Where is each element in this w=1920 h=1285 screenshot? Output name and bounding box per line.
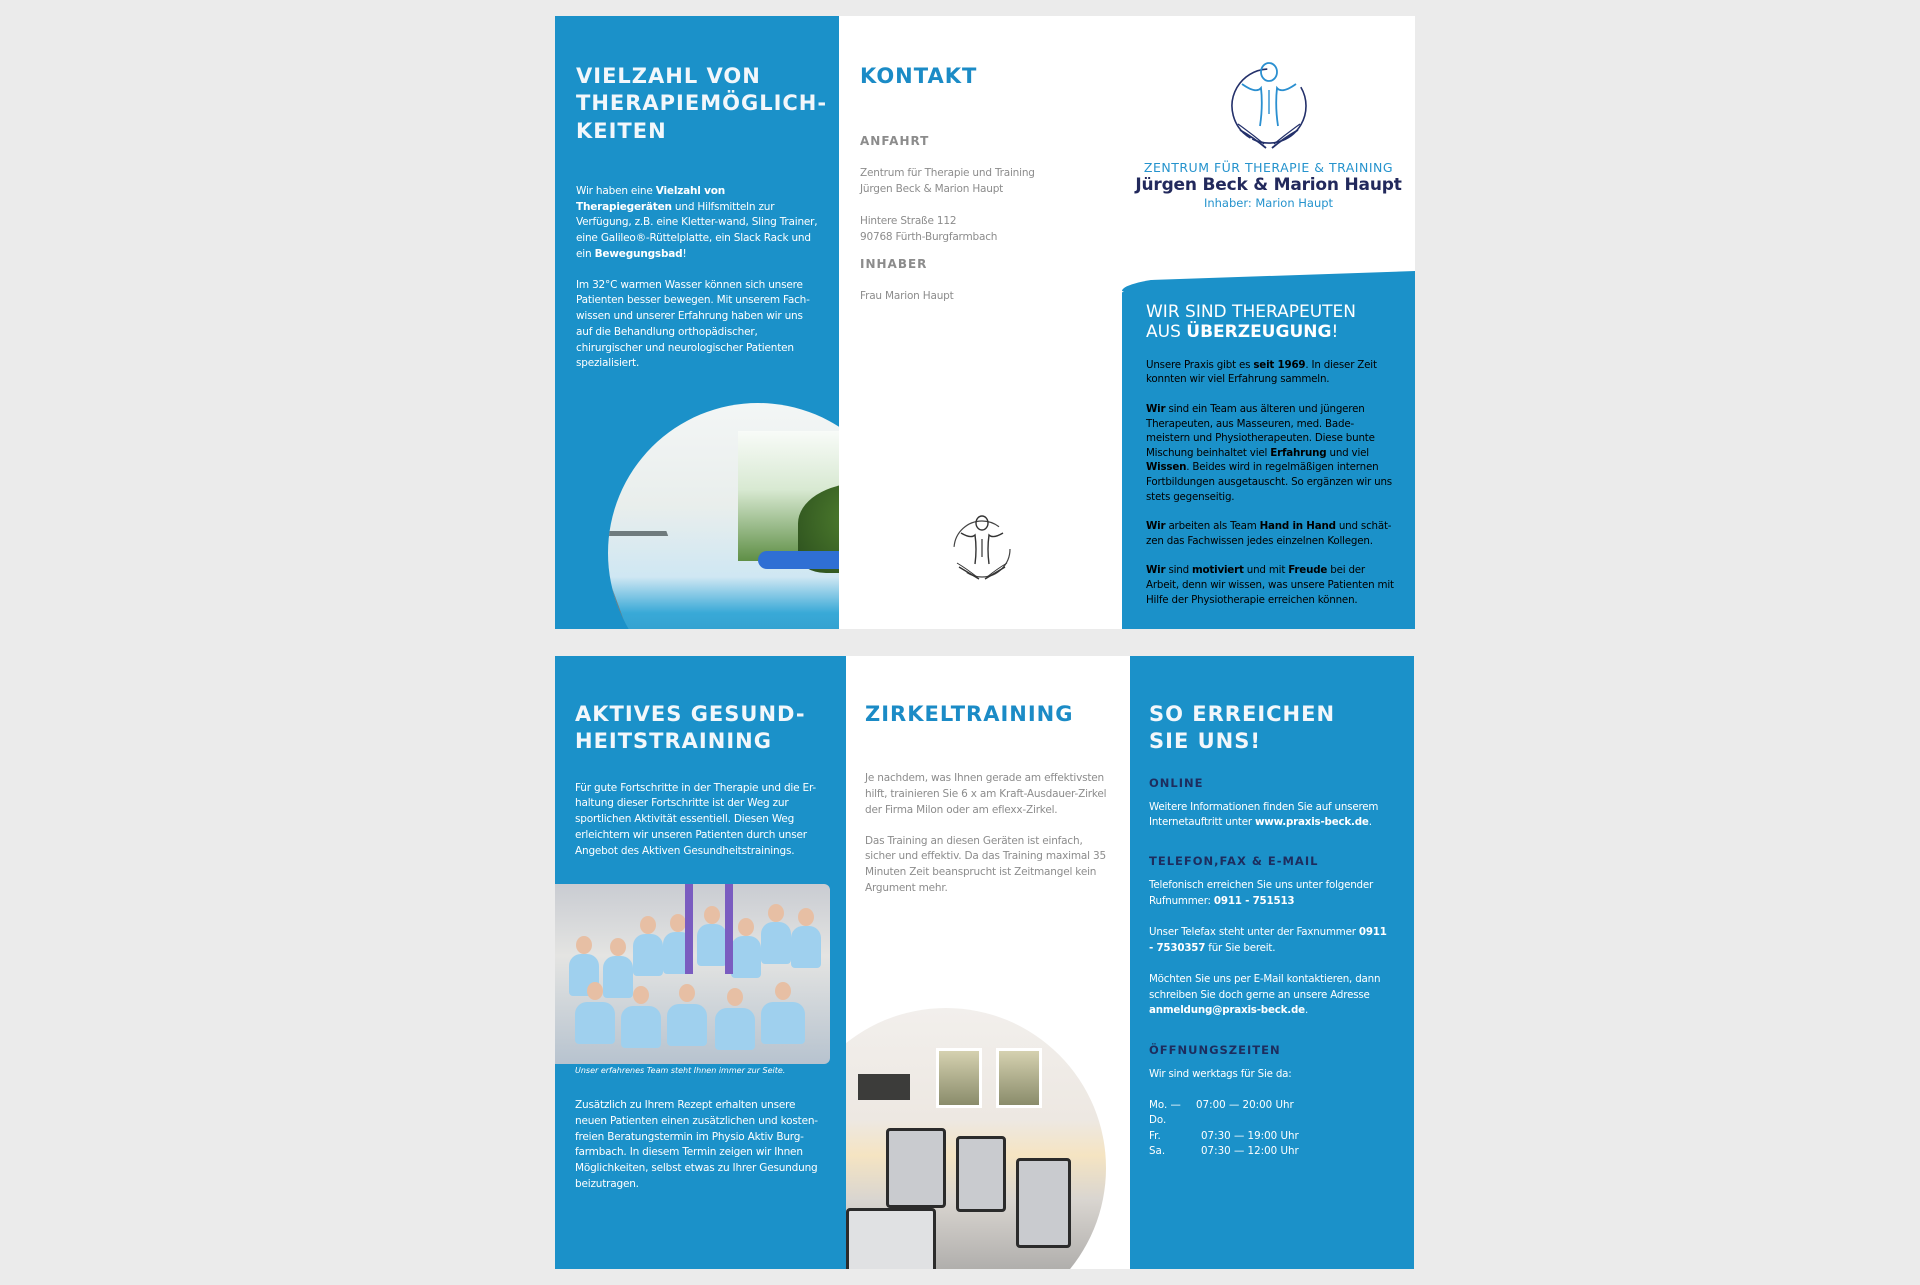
city: 90768 Fürth-Burgfarmbach — [860, 230, 998, 243]
team-paragraph — [1146, 402, 1397, 504]
hours-section — [1149, 1043, 1394, 1160]
team-photo — [555, 884, 830, 1064]
bold-text: motiviert — [1192, 564, 1244, 577]
hours-day: Mo. — Do. — [1149, 1098, 1181, 1127]
bold-text: Vielzahl von Therapiegeräten — [576, 184, 726, 213]
fax-number: 0911 - 7530357 — [1149, 926, 1387, 954]
flyer-inside-sheet — [555, 656, 1415, 1269]
bold-text: Wir — [1146, 520, 1166, 533]
about-title — [1146, 303, 1397, 343]
title-bold: ÜBERZEUGUNG — [1186, 321, 1332, 342]
title-line: SO ERREICHEN — [1149, 702, 1336, 726]
logo-line-center: ZENTRUM FÜR THERAPIE & TRAINING — [1143, 160, 1394, 175]
circuit-paragraph-2: Das Training an diesen Geräten ist einfach, sicher und effektiv. Da das Training maximal 35 Minuten Zeit beansprucht ist Zeitmangel kein Argument mehr. — [865, 834, 1106, 894]
text: und mit — [1243, 564, 1289, 577]
anfahrt-heading: ANFAHRT — [860, 134, 930, 149]
fax-text — [1149, 925, 1394, 956]
address-line: Jürgen Beck & Marion Haupt — [860, 183, 1004, 196]
pool-photo — [608, 403, 839, 629]
consultation-paragraph: Zusätzlich zu Ihrem Rezept erhalten unsere neuen Patienten einen zusätzlichen und kosten-freien Beratungstermin im Physio Aktiv Burg-farmbach. In diesem Termin zeigen wir Ihnen Möglichkeiten, selbst etwas zu Ihrer Gesundung beizutragen. — [575, 1099, 818, 1190]
email-link[interactable]: anmeldung@praxis-beck.de — [1149, 1004, 1305, 1017]
contact-heading: TELEFON,FAX & E-MAIL — [1149, 854, 1319, 869]
address-line: Zentrum für Therapie und Training — [860, 167, 1035, 180]
photo-caption: Unser erfahrenes Team steht Ihnen immer zur Seite. — [575, 1066, 786, 1075]
text: Unsere Praxis gibt es — [1146, 358, 1254, 371]
title-line: THERAPIEMÖGLICH- — [576, 91, 828, 116]
panel-reach-us — [1130, 656, 1414, 1269]
text: und viel — [1326, 446, 1369, 459]
phone-text — [1149, 878, 1394, 909]
online-heading: ONLINE — [1149, 775, 1204, 790]
panel-cover — [1122, 16, 1415, 629]
title-line: VIELZAHL VON — [576, 64, 761, 88]
hours-day: Sa. — [1149, 1145, 1166, 1158]
title-text: AUS — [1146, 321, 1187, 342]
water-paragraph: Im 32°C warmen Wasser können sich unsere Patienten besser bewegen. Mit unserem Fach-wissen und unserer Erfahrung haben wir uns auf die Behandlung orthopädischer, chirurgischer und neurologischer Patienten spezialisiert. — [576, 278, 810, 370]
text: . In dieser Zeit konnten wir viel Erfahrung sammeln. — [1146, 358, 1377, 386]
bold-text: Hand in Hand — [1259, 520, 1336, 533]
panel-therapy-options — [555, 16, 839, 629]
hours-heading: ÖFFNUNGSZEITEN — [1149, 1042, 1281, 1057]
title-line: SIE UNS! — [1149, 729, 1261, 754]
panel-active-training — [555, 656, 846, 1269]
since-paragraph — [1146, 358, 1397, 387]
text: Unser Telefax steht unter der Faxnummer — [1149, 926, 1359, 939]
text: Telefonisch erreichen Sie uns unter folgender Rufnummer: — [1149, 879, 1374, 907]
hand-in-hand-paragraph — [1146, 519, 1397, 548]
title-line: HEITSTRAINING — [575, 729, 772, 754]
bold-text: Freude — [1288, 564, 1328, 577]
logo-line-names: Jürgen Beck & Marion Haupt — [1135, 175, 1402, 195]
text: und schät-zen das Fachwissen jedes einzelnen Kollegen. — [1146, 520, 1392, 547]
text: Möchten Sie uns per E-Mail kontaktieren, dann schreiben Sie doch gerne an unsere Adresse — [1149, 973, 1381, 1001]
figure-hands-logo-icon — [1226, 54, 1312, 154]
title-line: AKTIVES GESUND- — [575, 702, 806, 726]
hours-row — [1149, 1098, 1394, 1129]
inhaber-name: Frau Marion Haupt — [860, 290, 954, 303]
reach-us-title — [1149, 701, 1394, 756]
bold-text: Wir — [1146, 564, 1166, 577]
text: arbeiten als Team — [1165, 520, 1260, 533]
hours-time: 07:30 — 19:00 Uhr — [1201, 1129, 1299, 1142]
address-street — [860, 214, 1102, 246]
gym-photo — [846, 1008, 1106, 1269]
address-name — [860, 166, 1102, 198]
practice-logo — [1122, 54, 1415, 210]
hours-intro: Wir sind werktags für Sie da: — [1149, 1067, 1292, 1080]
bold-text: Bewegungsbad — [594, 247, 683, 260]
text: Weitere Informationen finden Sie auf unserem Internetauftritt unter — [1149, 800, 1379, 829]
opening-hours-table — [1149, 1098, 1394, 1160]
flyer-outside-sheet — [555, 16, 1415, 629]
intro-paragraph — [576, 184, 819, 263]
training-paragraph: Für gute Fortschritte in der Therapie und die Er-haltung dieser Fortschritte ist der Weg zur sportlichen Aktivität essentiell. Diesen Weg erleichtern wir unseren Patienten durch unser Angebot des Aktiven Gesundheitstrainings. — [575, 781, 817, 857]
website-link[interactable]: www.praxis-beck.de — [1254, 816, 1369, 829]
bold-text: Wissen — [1146, 461, 1187, 474]
panel-circuit-training — [846, 656, 1130, 1269]
title-text: ! — [1331, 321, 1339, 342]
inhaber-heading: INHABER — [860, 257, 928, 272]
title-line: WIR SIND THERAPEUTEN — [1146, 302, 1356, 322]
panel-about-us — [1122, 281, 1415, 629]
panel-contact — [839, 16, 1122, 629]
panel-title — [576, 63, 828, 145]
logo-line-owner: Inhaber: Marion Haupt — [1203, 196, 1334, 210]
text: sind ein Team aus älteren und jüngeren Therapeuten, aus Masseuren, med. Bade-meistern und Physiotherapeuten. Diese bunte Mischung beinhaltet viel — [1146, 402, 1375, 459]
text: Wir haben eine — [576, 184, 656, 197]
contact-section — [1149, 854, 1394, 1018]
bold-text: seit 1969 — [1253, 358, 1306, 371]
contact-title: KONTAKT — [860, 64, 978, 88]
hours-time: 07:00 — 20:00 Uhr — [1196, 1098, 1294, 1111]
hours-time: 07:30 — 12:00 Uhr — [1201, 1145, 1299, 1158]
hours-day: Fr. — [1149, 1129, 1161, 1142]
bold-text: Erfahrung — [1270, 446, 1327, 459]
street: Hintere Straße 112 — [860, 214, 957, 227]
phone-number[interactable]: 0911 - 751513 — [1213, 894, 1295, 907]
circuit-paragraph-1: Je nachdem, was Ihnen gerade am effektivsten hilft, trainieren Sie 6 x am Kraft-Ausdauer-Zirkel der Firma Milon oder am eflexx-Zirkel. — [865, 772, 1107, 816]
text: für Sie bereit. — [1205, 941, 1276, 954]
text: bei der Arbeit, denn wir wissen, was unsere Patienten mit Hilfe der Physiotherapie erreichen können. — [1146, 564, 1394, 606]
figure-logo-icon — [947, 509, 1017, 589]
text: und Hilfsmitteln zur Verfügung, z.B. eine Kletter-wand, Sling Trainer, eine Galileo®-Rüttelplatte, ein Slack Rack und ein — [576, 200, 818, 260]
motivation-paragraph — [1146, 563, 1397, 607]
circuit-training-title: ZIRKELTRAINING — [865, 702, 1074, 726]
active-training-title — [575, 701, 826, 756]
online-text: Weitere Informationen finden Sie auf unserem Internetauftritt unter www.praxis-beck.de. — [1149, 800, 1379, 829]
hours-row — [1149, 1144, 1394, 1159]
text: . Beides wird in regelmäßigen internen Fortbildungen ausgetauscht. So ergänzen wir uns stets gegenseitig. — [1146, 461, 1392, 503]
text: ! — [682, 247, 687, 260]
text: sind — [1165, 564, 1193, 577]
online-section — [1149, 776, 1394, 831]
bold-text: Wir — [1146, 402, 1166, 415]
hours-row — [1149, 1129, 1394, 1144]
email-text: Möchten Sie uns per E-Mail kontaktieren, dann schreiben Sie doch gerne an unsere Adresse anmeldung@praxis-beck.de. — [1149, 973, 1381, 1017]
title-line: KEITEN — [576, 118, 667, 143]
